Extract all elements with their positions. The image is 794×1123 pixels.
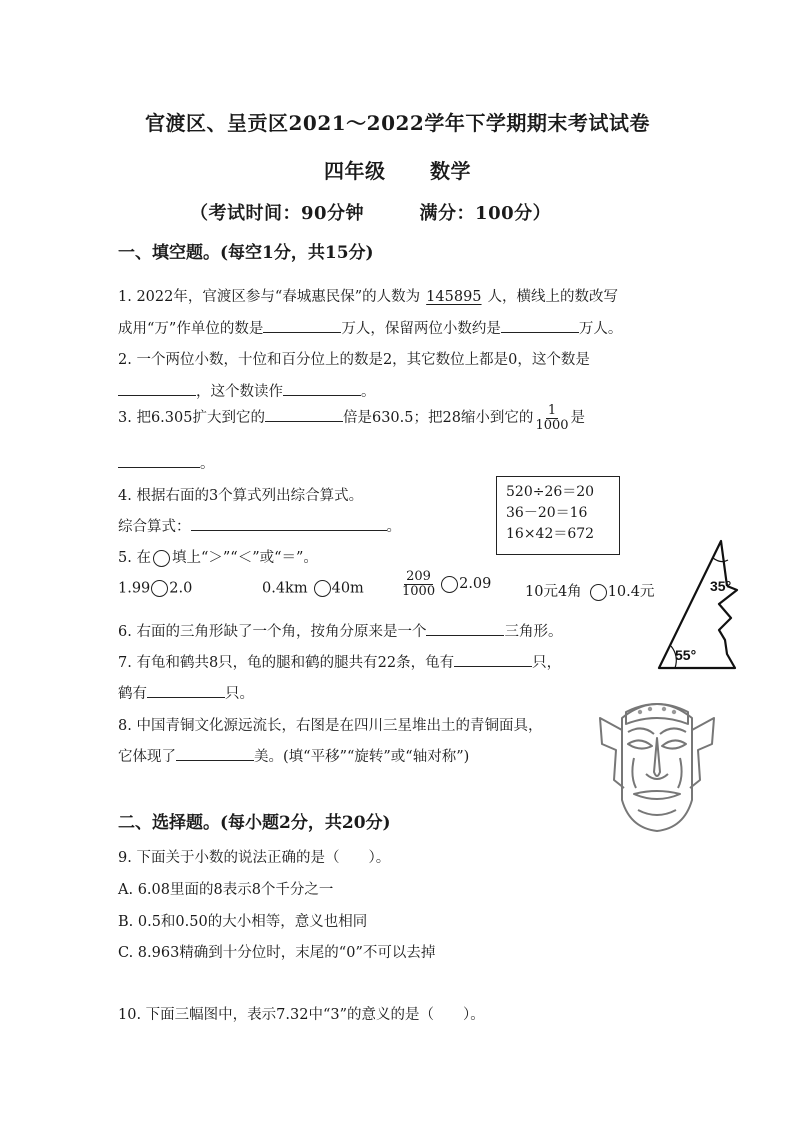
q5-item3-numerator: 209 xyxy=(406,569,431,584)
q3-blank-1[interactable] xyxy=(265,407,343,423)
question-1-line2 xyxy=(118,317,622,338)
q4-blank[interactable] xyxy=(191,516,387,532)
question-3-line2 xyxy=(118,452,215,473)
q5-item3-fraction xyxy=(402,570,435,598)
q5-item1-circle[interactable] xyxy=(151,580,168,597)
q7-text-a: 7. 有龟和鹤共8只，龟的腿和鹤的腿共有22条，龟有 xyxy=(118,655,455,671)
question-5-line1 xyxy=(118,546,318,567)
question-2-line1: 2. 一个两位小数，十位和百分位上的数是2，其它数位上都是0，这个数是 xyxy=(118,352,590,368)
grade-label: 四年级 xyxy=(324,159,386,183)
question-10-stem: 10. 下面三幅图中，表示7.32中“3”的意义的是（ ）。 xyxy=(118,1007,485,1023)
angle-label-bottom: 55° xyxy=(675,647,697,663)
q3-text-a: 3. 把6.305扩大到它的 xyxy=(118,410,265,427)
bronze-mask-image xyxy=(594,688,720,834)
q5-item2-left: 0.4km xyxy=(262,580,308,597)
mask-ear-left xyxy=(600,718,624,788)
q5-item-2 xyxy=(262,580,364,597)
q5-text-a: 5. 在 xyxy=(118,550,151,566)
section1-heading: 一、填空题。(每空1分，共15分) xyxy=(118,243,374,263)
q7-text-c: 鹤有 xyxy=(118,686,147,702)
q3-text-d: 。 xyxy=(200,456,215,472)
q5-item-1 xyxy=(118,580,192,597)
q1-underlined-number: 145895 xyxy=(426,289,482,305)
q7-text-d: 只。 xyxy=(225,686,254,702)
q5-item4-left: 10元4角 xyxy=(525,584,582,600)
mask-ear-right xyxy=(690,718,714,788)
q8-text-b: 它体现了 xyxy=(118,749,176,765)
exam-info: （考试时间：90分钟 满分：100分） xyxy=(190,203,552,224)
q7-blank-1[interactable] xyxy=(454,652,532,668)
q3-blank-2[interactable] xyxy=(118,453,200,469)
q7-blank-2[interactable] xyxy=(147,683,225,699)
equation-1: 520÷26＝20 xyxy=(506,484,595,500)
q9-option-a[interactable]: A. 6.08里面的8表示8个千分之一 xyxy=(118,882,334,898)
q3-text-c: 是 xyxy=(570,410,586,427)
question-9-stem: 9. 下面关于小数的说法正确的是（ ）。 xyxy=(118,850,391,866)
mask-headband-pattern xyxy=(638,707,676,714)
question-7-line2 xyxy=(118,682,254,703)
q3-text-b: 倍是630.5；把28缩小到它的 xyxy=(342,410,534,427)
question-8-line2 xyxy=(118,745,469,766)
q5-item4-circle[interactable] xyxy=(590,584,607,601)
q1-text-c: 成用“万”作单位的数是 xyxy=(118,321,264,337)
question-7-line1 xyxy=(118,651,561,672)
mask-eye-right xyxy=(662,740,686,748)
equation-box xyxy=(496,476,620,555)
q5-item3-circle[interactable] xyxy=(441,576,458,593)
q5-item3-right: 2.09 xyxy=(459,576,492,593)
q1-blank-1[interactable] xyxy=(263,318,341,334)
question-3-line1 xyxy=(118,404,585,432)
section2-heading: 二、选择题。(每小题2分，共20分) xyxy=(118,813,391,833)
q5-item-4 xyxy=(525,580,654,601)
mask-brow xyxy=(628,728,686,734)
q5-item1-left: 1.99 xyxy=(118,580,151,597)
q8-text-c: 美。(填“平移”“旋转”或“轴对称”) xyxy=(254,749,470,765)
q1-text-a: 1. 2022年，官渡区参与“春城惠民保”的人数为 xyxy=(118,289,421,305)
equation-2: 36－20＝16 xyxy=(506,505,588,521)
q8-blank[interactable] xyxy=(176,746,254,762)
q2-text-c: 。 xyxy=(361,384,376,400)
subject-label: 数学 xyxy=(430,159,471,183)
triangle-outline xyxy=(659,541,737,668)
q1-text-d: 万人，保留两位小数约是 xyxy=(341,321,501,337)
equation-3: 16×42＝672 xyxy=(506,526,595,542)
q1-text-e: 万人。 xyxy=(578,321,623,337)
broken-triangle-figure xyxy=(655,538,771,674)
q5-text-b: 填上“＞”“＜”或“＝”。 xyxy=(171,550,318,566)
q5-item3-denominator: 1000 xyxy=(402,583,436,599)
q5-item2-circle[interactable] xyxy=(314,580,331,597)
q3-frac-denominator: 1000 xyxy=(535,417,569,433)
question-1-line1 xyxy=(118,285,618,306)
angle-arc-top xyxy=(713,558,728,562)
q1-blank-2[interactable] xyxy=(501,318,579,334)
question-4-line2 xyxy=(118,515,401,536)
q4-text-b: 综合算式： xyxy=(118,519,191,535)
question-4-line1: 4. 根据右面的3个算式列出综合算式。 xyxy=(118,488,364,504)
q3-fraction xyxy=(535,404,568,432)
q2-text-b: ，这个数读作 xyxy=(196,384,283,400)
mask-headband xyxy=(626,704,688,724)
question-6 xyxy=(118,620,562,641)
mask-chin-lines xyxy=(632,758,681,815)
mask-mouth xyxy=(634,791,680,799)
q4-text-c: 。 xyxy=(386,519,401,535)
q7-text-b: 只， xyxy=(532,655,562,671)
q1-text-b: 人，横线上的数改写 xyxy=(487,289,619,305)
q9-option-b[interactable]: B. 0.5和0.50的大小相等，意义也相同 xyxy=(118,914,368,930)
q9-option-c[interactable]: C. 8.963精确到十分位时，末尾的“0”不可以去掉 xyxy=(118,945,436,961)
compare-circle-icon xyxy=(153,550,170,567)
angle-label-top: 35° xyxy=(710,578,732,594)
q6-text-a: 6. 右面的三角形缺了一个角，按角分原来是一个 xyxy=(118,624,427,640)
q6-blank[interactable] xyxy=(426,621,504,637)
q5-item2-right: 40m xyxy=(331,580,364,597)
q2-blank-1[interactable] xyxy=(118,381,196,397)
exam-title: 官渡区、呈贡区2021～2022学年下学期期末考试试卷 xyxy=(145,111,650,135)
q5-item4-right: 10.4元 xyxy=(607,584,655,600)
q5-item1-right: 2.0 xyxy=(169,580,193,597)
q2-blank-2[interactable] xyxy=(283,381,361,397)
mask-eye-left xyxy=(628,740,652,748)
question-8-line1: 8. 中国青铜文化源远流长，右图是在四川三星堆出土的青铜面具， xyxy=(118,718,543,734)
q3-frac-numerator: 1 xyxy=(547,403,557,418)
q6-text-b: 三角形。 xyxy=(504,624,563,640)
question-2-line2 xyxy=(118,380,376,401)
q5-item-3 xyxy=(400,570,491,598)
